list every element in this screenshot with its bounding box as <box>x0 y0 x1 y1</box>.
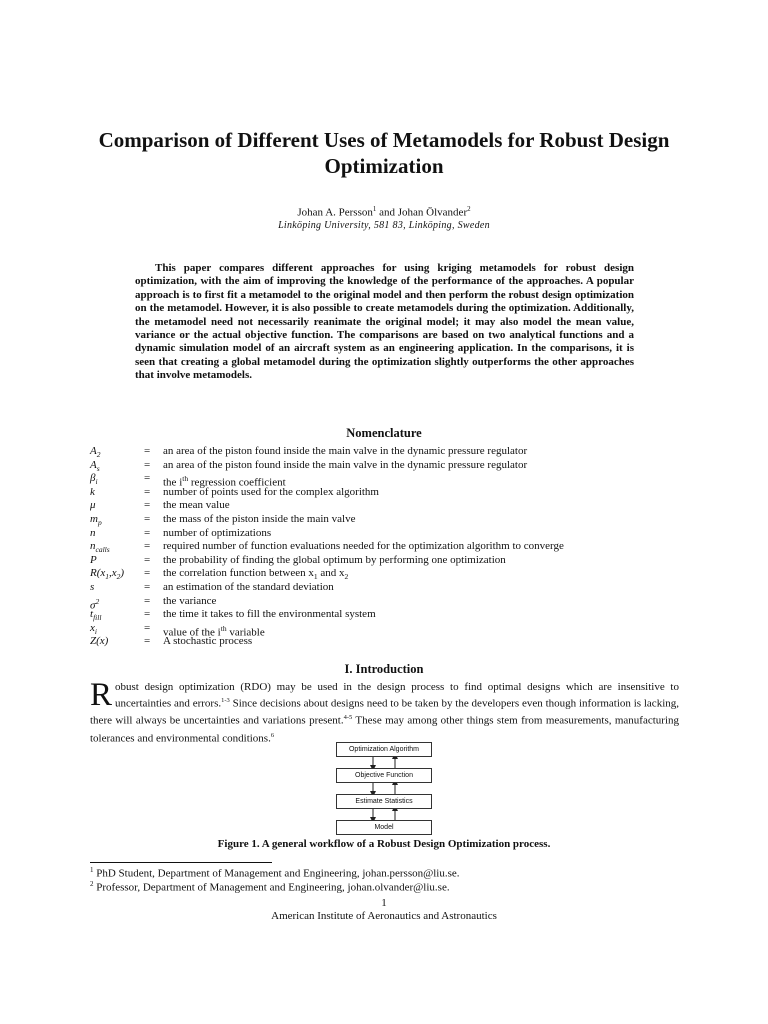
equals-sign: = <box>144 635 151 648</box>
nomenclature-row <box>90 472 690 489</box>
nomenclature-definition: the $i^{th}$ regression coefficient <box>163 474 286 489</box>
nomenclature-definition: an area of the piston found inside the main valve in the dynamic pressure regulator <box>163 458 528 471</box>
nomenclature-row <box>90 581 690 595</box>
equals-sign: = <box>144 458 151 471</box>
drop-cap: R <box>90 677 113 713</box>
nomenclature-symbol: $m_p$ <box>90 512 102 528</box>
nomenclature-symbol: Z(x) <box>90 635 109 648</box>
equals-sign: = <box>144 540 151 553</box>
nomenclature-definition: an area of the piston found inside the main valve in the dynamic pressure regulator <box>163 445 528 457</box>
author-1-mark: 1 <box>372 205 377 213</box>
nomenclature-definition: required number of function evaluations needed for the optimization algorithm to converge <box>163 540 564 553</box>
nomenclature-symbol: $A_s$ <box>90 458 100 473</box>
equals-sign: = <box>144 567 151 580</box>
nomenclature-symbol: μ <box>90 499 96 512</box>
footnote-2: $^2$ Professor, Department of Management and Engineering, johan.olvander@liu.se. <box>90 880 450 894</box>
paper-title: Comparison of Different Uses of Metamodels for Robust Design Optimization <box>98 128 670 178</box>
nomenclature-symbol: $n_{calls}$ <box>90 540 110 555</box>
nomenclature-definition: the mass of the piston inside the main valve <box>163 512 356 525</box>
nomenclature-row <box>90 567 690 581</box>
nomenclature-symbol: s <box>90 580 95 593</box>
nomenclature-row <box>90 513 690 527</box>
equals-sign: = <box>144 472 151 485</box>
figure-caption: Figure 1. A general workflow of a Robust Design Optimization process. <box>217 838 551 850</box>
footnote-1: $^1$ PhD Student, Department of Management and Engineering, johan.persson@liu.se. <box>90 866 460 880</box>
optimization-algorithm-box: Optimization Algorithm <box>336 742 432 757</box>
author-1: Johan A. Persson <box>297 206 373 219</box>
equals-sign: = <box>144 608 151 621</box>
nomenclature-heading: Nomenclature <box>346 426 422 440</box>
equals-sign: = <box>144 526 151 539</box>
author-2: Johan Ölvander <box>397 206 468 219</box>
nomenclature-symbol: $\sigma^2$ <box>90 596 100 612</box>
page-number: 1 <box>381 897 387 909</box>
nomenclature-symbol: $R(x_1,x_2)$ <box>90 567 125 582</box>
model-box: Model <box>336 820 432 835</box>
equals-sign: = <box>144 512 151 525</box>
nomenclature-symbol: k <box>90 485 95 498</box>
nomenclature-definition: the correlation function between $x_1$ and $x_2$ <box>163 567 349 582</box>
nomenclature-definition: the variance <box>163 594 217 607</box>
citation: 6 <box>270 731 275 739</box>
nomenclature-row <box>90 445 690 459</box>
estimate-statistics-box: Estimate Statistics <box>336 794 432 809</box>
nomenclature-definition: number of optimizations <box>163 526 272 539</box>
nomenclature-row <box>90 499 690 513</box>
nomenclature-symbol: n <box>90 526 96 539</box>
footnote-divider <box>90 862 272 863</box>
equals-sign: = <box>144 580 151 593</box>
nomenclature-row <box>90 554 690 568</box>
nomenclature-row <box>90 635 690 649</box>
nomenclature-definition: the mean value <box>163 499 230 512</box>
nomenclature-row <box>90 540 690 554</box>
equals-sign: = <box>144 485 151 498</box>
introduction-heading: I. Introduction <box>344 662 424 676</box>
citation: 4-5 <box>343 714 353 722</box>
nomenclature-definition: the time it takes to fill the environmental system <box>163 608 376 621</box>
equals-sign: = <box>144 621 151 634</box>
nomenclature-symbol: $A_2$ <box>90 445 101 460</box>
nomenclature-symbol: $t_{fill}$ <box>90 608 102 623</box>
nomenclature-definition: the probability of finding the global optimum by performing one optimization <box>163 553 506 566</box>
abstract: This paper compares different approaches for using kriging metamodels for robust design optimization, with the aim of improving the knowledge of the performance of the approaches. A popular approach is to first fit a metamodel to the original model and then perform the robust design optimization on the metamodel. However, it is also possible to create metamodels during the optimization. Additionally, the metamodel need not necessarily reanimate the original model; it may also model the mean value, variance or the actual objective function. The comparisons are based on two analytical functions and a dynamic simulation model of an aircraft system as an engineering application. In the comparisons, it is seen that creating a global metamodel during the optimization slightly outperforms the other approaches that involve metamodels. <box>135 262 634 382</box>
equals-sign: = <box>144 445 151 457</box>
introduction-paragraph: Robust design optimization (RDO) may be used in the design process to find optimal designs which are insensitive to uncertainties and errors.$^{1-3}$ Since decisions about designs need to be taken by the developers even though information is lacking, there will always be uncertainties and variations present.$^{4-5}$ These may among other things stem from measurements, manufacturing tolerances and environmental conditions.$^6$ <box>90 677 679 745</box>
author-2-mark: 2 <box>467 205 471 213</box>
author-joiner: and <box>376 206 398 219</box>
nomenclature-list <box>90 445 690 649</box>
affiliation: Linköping University, 581 83, Linköping, Sweden <box>278 220 490 231</box>
equals-sign: = <box>144 499 151 512</box>
nomenclature-definition: value of the $i^{th}$ variable <box>163 623 265 639</box>
nomenclature-symbol: P <box>90 553 97 566</box>
equals-sign: = <box>144 594 151 607</box>
nomenclature-symbol: $x_i$ <box>90 621 97 636</box>
nomenclature-row <box>90 608 690 622</box>
nomenclature-definition: A stochastic process <box>163 635 253 648</box>
nomenclature-definition: an estimation of the standard deviation <box>163 580 334 593</box>
citation: 1-3 <box>221 697 230 705</box>
nomenclature-symbol: $\beta_i$ <box>90 472 98 487</box>
nomenclature-row <box>90 486 690 500</box>
nomenclature-row <box>90 621 690 639</box>
rdo-workflow-figure <box>336 740 432 836</box>
equals-sign: = <box>144 553 151 566</box>
nomenclature-row <box>90 527 690 541</box>
nomenclature-row <box>90 594 690 612</box>
nomenclature-definition: number of points used for the complex algorithm <box>163 485 379 498</box>
author-line <box>0 205 768 219</box>
page-footer: American Institute of Aeronautics and Astronautics <box>271 910 497 922</box>
nomenclature-row <box>90 459 690 473</box>
objective-function-box: Objective Function <box>336 768 432 783</box>
